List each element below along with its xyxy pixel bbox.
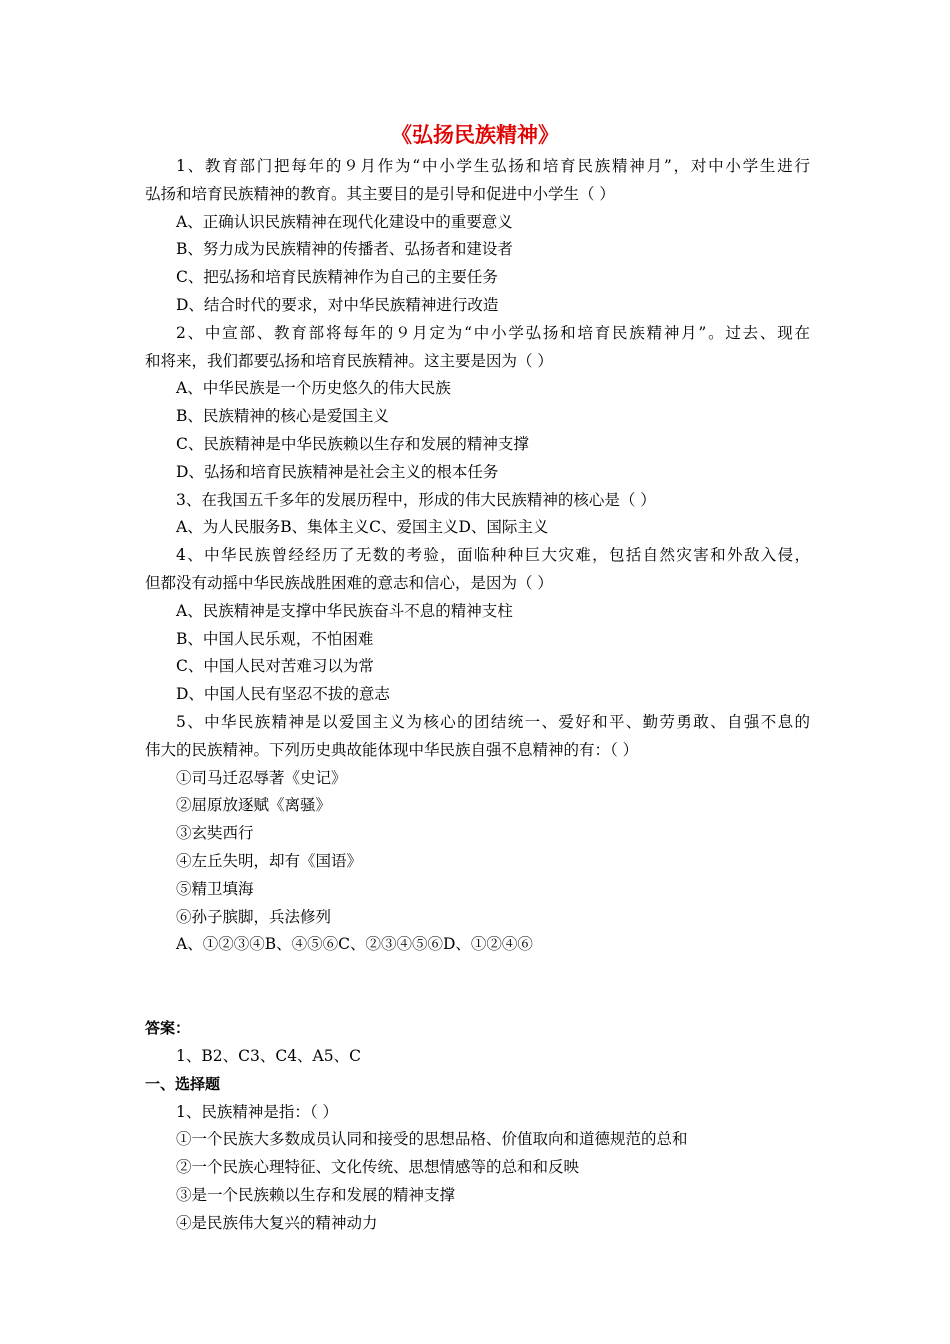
question-1-option-a: A、正确认识民族精神在现代化建设中的重要意义 <box>176 212 513 231</box>
question-2-option-a: A、中华民族是一个历史悠久的伟大民族 <box>176 379 451 398</box>
question-2-stem-line-2: 和将来，我们都要弘扬和培育民族精神。这主要是因为（ ） <box>145 351 553 370</box>
section-question-item-3: ③是一个民族赖以生存和发展的精神支撑 <box>176 1185 456 1204</box>
spacer <box>145 959 810 1015</box>
document-title: 《弘扬民族精神》 <box>391 123 559 147</box>
question-4-option-c: C、中国人民对苦难习以为常 <box>176 657 374 676</box>
question-5-item-4: ④左丘失明，却有《国语》 <box>176 851 363 870</box>
answers-heading: 答案： <box>145 1019 191 1038</box>
question-4-option-d: D、中国人民有坚忍不拔的意志 <box>176 685 390 704</box>
question-3-options: A、为人民服务B、集体主义C、爱国主义D、国际主义 <box>176 518 549 537</box>
section-heading: 一、选择题 <box>145 1074 221 1093</box>
section-question-item-1: ①一个民族大多数成员认同和接受的思想品格、价值取向和道德规范的总和 <box>176 1130 688 1149</box>
answers-text: 1、B2、C3、C4、A5、C <box>176 1046 361 1065</box>
question-2-option-b: B、民族精神的核心是爱国主义 <box>176 407 389 426</box>
question-1-option-c: C、把弘扬和培育民族精神作为自己的主要任务 <box>176 268 498 287</box>
question-5-item-6: ⑥孙子膑脚，兵法修列 <box>176 907 332 926</box>
question-4-option-a: A、民族精神是支撑中华民族奋斗不息的精神支柱 <box>176 601 513 620</box>
section-question-stem: 1、民族精神是指：（ ） <box>176 1102 339 1121</box>
question-5-item-2: ②屈原放逐赋《离骚》 <box>176 796 332 815</box>
question-2-option-d: D、弘扬和培育民族精神是社会主义的根本任务 <box>176 462 499 481</box>
section-question-item-2: ②一个民族心理特征、文化传统、思想情感等的总和和反映 <box>176 1158 580 1177</box>
question-2-stem-line-1: 2、中宣部、教育部将每年的９月定为“中小学弘扬和培育民族精神月”。过去、现在 <box>176 323 810 342</box>
question-1-option-b: B、努力成为民族精神的传播者、弘扬者和建设者 <box>176 240 513 259</box>
document-body <box>145 153 810 1237</box>
question-5-stem-line-1: 5、中华民族精神是以爱国主义为核心的团结统一、爱好和平、勤劳勇敢、自强不息的 <box>176 712 810 731</box>
question-4-stem-line-2: 但都没有动摇中华民族战胜困难的意志和信心，是因为（ ） <box>145 573 553 592</box>
question-4-stem-line-1: 4、中华民族曾经经历了无数的考验，面临种种巨大灾难，包括自然灾害和外敌入侵， <box>176 546 810 565</box>
question-1-option-d: D、结合时代的要求，对中华民族精神进行改造 <box>176 295 499 314</box>
question-5-item-1: ①司马迁忍辱著《史记》 <box>176 768 347 787</box>
question-3-stem: 3、在我国五千多年的发展历程中，形成的伟大民族精神的核心是（ ） <box>176 490 656 509</box>
question-5-item-5: ⑤精卫填海 <box>176 879 254 898</box>
question-5-item-3: ③玄奘西行 <box>176 824 254 843</box>
question-5-choices: A、①②③④B、④⑤⑥C、②③④⑤⑥D、①②④⑥ <box>176 935 533 954</box>
section-question-item-4: ④是民族伟大复兴的精神动力 <box>176 1213 378 1232</box>
question-5-stem-line-2: 伟大的民族精神。下列历史典故能体现中华民族自强不息精神的有：（ ） <box>145 740 639 759</box>
question-1-stem-line-2: 弘扬和培育民族精神的教育。其主要目的是引导和促进中小学生（ ） <box>145 184 615 203</box>
question-2-option-c: C、民族精神是中华民族赖以生存和发展的精神支撑 <box>176 434 529 453</box>
question-4-option-b: B、中国人民乐观，不怕困难 <box>176 629 374 648</box>
question-1-stem-line-1: 1、教育部门把每年的９月作为“中小学生弘扬和培育民族精神月”，对中小学生进行 <box>176 157 810 175</box>
